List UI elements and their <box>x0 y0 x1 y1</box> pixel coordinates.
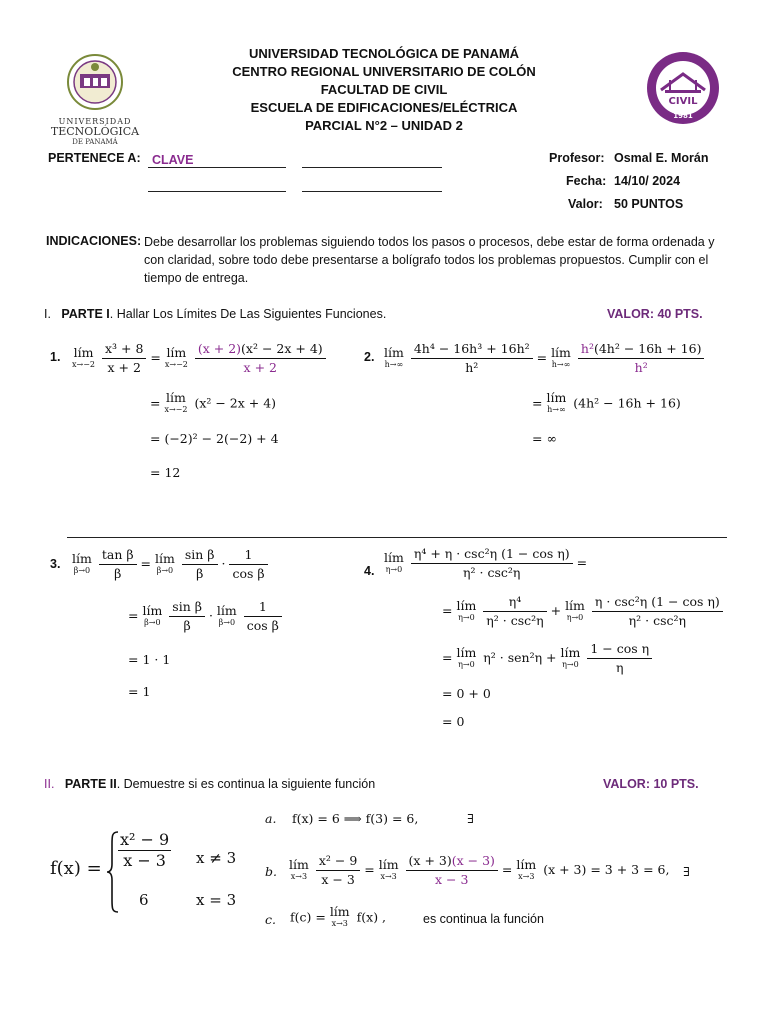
belongs-label: PERTENECE A: <box>48 151 141 165</box>
part1-valor: VALOR: 40 PTS. <box>607 307 703 321</box>
p3-step1: = lím β→0 $\frac{\text{sin β}}{\beta}$ · lím β→0 $\frac{1}{\text{cos β}}$ <box>128 598 282 635</box>
p2-number: 2. <box>364 350 375 364</box>
belongs-field-2 <box>302 151 442 168</box>
instructions-line1: Debe desarrollar los problemas siguiendo todos los pasos o procesos, debe estar de forma ordenada y <box>144 235 715 249</box>
part1-title: PARTE I <box>61 307 110 321</box>
part1-roman: I. <box>44 307 51 321</box>
professor-label: Profesor: <box>549 151 605 165</box>
item-c-label: c. <box>265 912 276 927</box>
p4-number: 4. <box>364 564 375 578</box>
date-label: Fecha: <box>566 174 607 188</box>
part2-heading <box>44 777 375 791</box>
item-a-label: a. <box>265 811 277 826</box>
item-b-expr: lím x→3 $\frac{\text{x² − 9}}{x - 3}$ = lím x→3 $\frac{(x + 3)(x - 3)}{x - 3}$ = lím x→3 (x + 3) = 3 + 3 = 6, <box>289 853 670 887</box>
p4-step4: = 0 <box>442 714 465 729</box>
belongs-field-3 <box>148 175 286 192</box>
p3-step2: = 1 · 1 <box>128 652 171 667</box>
instructions-text <box>144 233 734 287</box>
item-a-text: f(x) = 6 ⟹ f(3) = 6, <box>292 811 419 826</box>
item-b-exists: ∃ <box>683 864 690 879</box>
p1-step3: = 12 <box>150 465 181 480</box>
part1-heading <box>44 307 386 321</box>
p3-line1: lím β→0 $\frac{\text{tan β}}{\beta}$ = lím β→0 $\frac{\text{sin β}}{\beta}$ · $\frac{1}{\text{cos β}}$ <box>72 546 268 583</box>
item-b-label: b. <box>265 864 277 879</box>
p4-line1: lím η→0 $\frac{\text{η⁴ + η · csc²η (1 − cos η)}}{\text{η² · csc²η}}$ = <box>384 546 588 580</box>
p2-step1: = lím h→∞ (4h² − 16h + 16) <box>532 390 681 414</box>
item-a-exists: ∃ <box>467 811 474 826</box>
part1-text: . Hallar Los Límites De Las Siguientes Funciones. <box>109 307 387 321</box>
instructions-line3: tiempo de entrega. <box>144 271 249 285</box>
logo-line2: TECNOLÓGICA <box>50 125 140 138</box>
case2-condition: x = 3 <box>196 891 237 909</box>
p1-step2: = (−2)² − 2(−2) + 4 <box>150 431 279 446</box>
professor-value: Osmal E. Morán <box>614 151 709 165</box>
logo-line1: UNIVERSIDAD <box>58 117 132 126</box>
date-value: 14/10/ 2024 <box>614 174 681 188</box>
civil-logo-text: CIVIL <box>668 96 698 107</box>
piecewise-fx: f(x) = <box>50 858 102 879</box>
instructions-label: INDICACIONES: <box>46 234 142 248</box>
item-c-conclusion: es continua la función <box>423 912 544 926</box>
p1-step1: = lím x→−2 (x² − 2x + 4) <box>150 390 277 414</box>
p1-number: 1. <box>50 350 61 364</box>
header-center: CENTRO REGIONAL UNIVERSITARIO DE COLÓN <box>232 64 536 79</box>
p3-step3: = 1 <box>128 684 151 699</box>
value-value: 50 PUNTOS <box>614 197 684 211</box>
belongs-field <box>148 151 286 168</box>
p1-line1: lím x→−2 $\frac{\text{x³ + 8}}{x + 2}$ = lím x→−2 $\frac{\text{(x + 2)(x² − 2x + 4)}}{x + 2}$ <box>72 340 326 377</box>
part2-title: PARTE II <box>64 777 117 791</box>
case2-value: 6 <box>139 891 149 909</box>
instructions-line2: con claridad, sobre todo debe presentarse a bolígrafo todos los problemas propuestos. Cumplir con el <box>144 253 709 267</box>
case1-num: x² − 9 <box>120 830 170 849</box>
p4-step1: = lím η→0 $\frac{\text{η⁴}}{\text{η² · csc²η}}$ + lím η→0 $\frac{\text{η · csc²η (1 − cos η)}}{\text{η² · csc²η}}$ <box>442 593 723 630</box>
header-block <box>0 45 768 138</box>
part2-text: . Demuestre si es continua la siguiente función <box>116 777 376 791</box>
p2-step2: = ∞ <box>532 431 557 446</box>
value-label: Valor: <box>568 197 603 211</box>
p3-number: 3. <box>50 557 61 571</box>
divider-line <box>67 537 727 538</box>
header-faculty: FACULTAD DE CIVIL <box>320 82 448 97</box>
p2-line1: lím h→∞ $\frac{\text{4h⁴ − 16h³ + 16h²}}{\text{h²}}$ = lím h→∞ $\frac{\text{h²(4h² − 16h + 16)}}{\text{h²}}$ <box>384 340 704 377</box>
part2-roman: II. <box>44 777 55 791</box>
belongs-field-4 <box>302 175 442 192</box>
item-c-expr: f(c) = lím x→3 f(x) , <box>290 904 387 928</box>
belongs-value: CLAVE <box>152 153 194 167</box>
header-exam: PARCIAL N°2 – UNIDAD 2 <box>305 118 463 133</box>
piecewise-case1-frac <box>118 830 171 871</box>
header-university: UNIVERSIDAD TECNOLÓGICA DE PANAMÁ <box>248 46 520 61</box>
p4-step3: = 0 + 0 <box>442 686 491 701</box>
case1-den: x − 3 <box>123 851 166 870</box>
header-school: ESCUELA DE EDIFICACIONES/ELÉCTRICA <box>250 100 518 115</box>
case1-condition: x ≠ 3 <box>196 849 237 867</box>
p4-step2: = lím η→0 η² · sen²η + lím η→0 $\frac{\text{1 − cos η}}{\eta}$ <box>442 640 652 677</box>
civil-logo-year: 1981 <box>673 112 693 120</box>
part2-valor: VALOR: 10 PTS. <box>603 777 699 791</box>
logo-line3: DE PANAMÁ <box>72 138 118 146</box>
